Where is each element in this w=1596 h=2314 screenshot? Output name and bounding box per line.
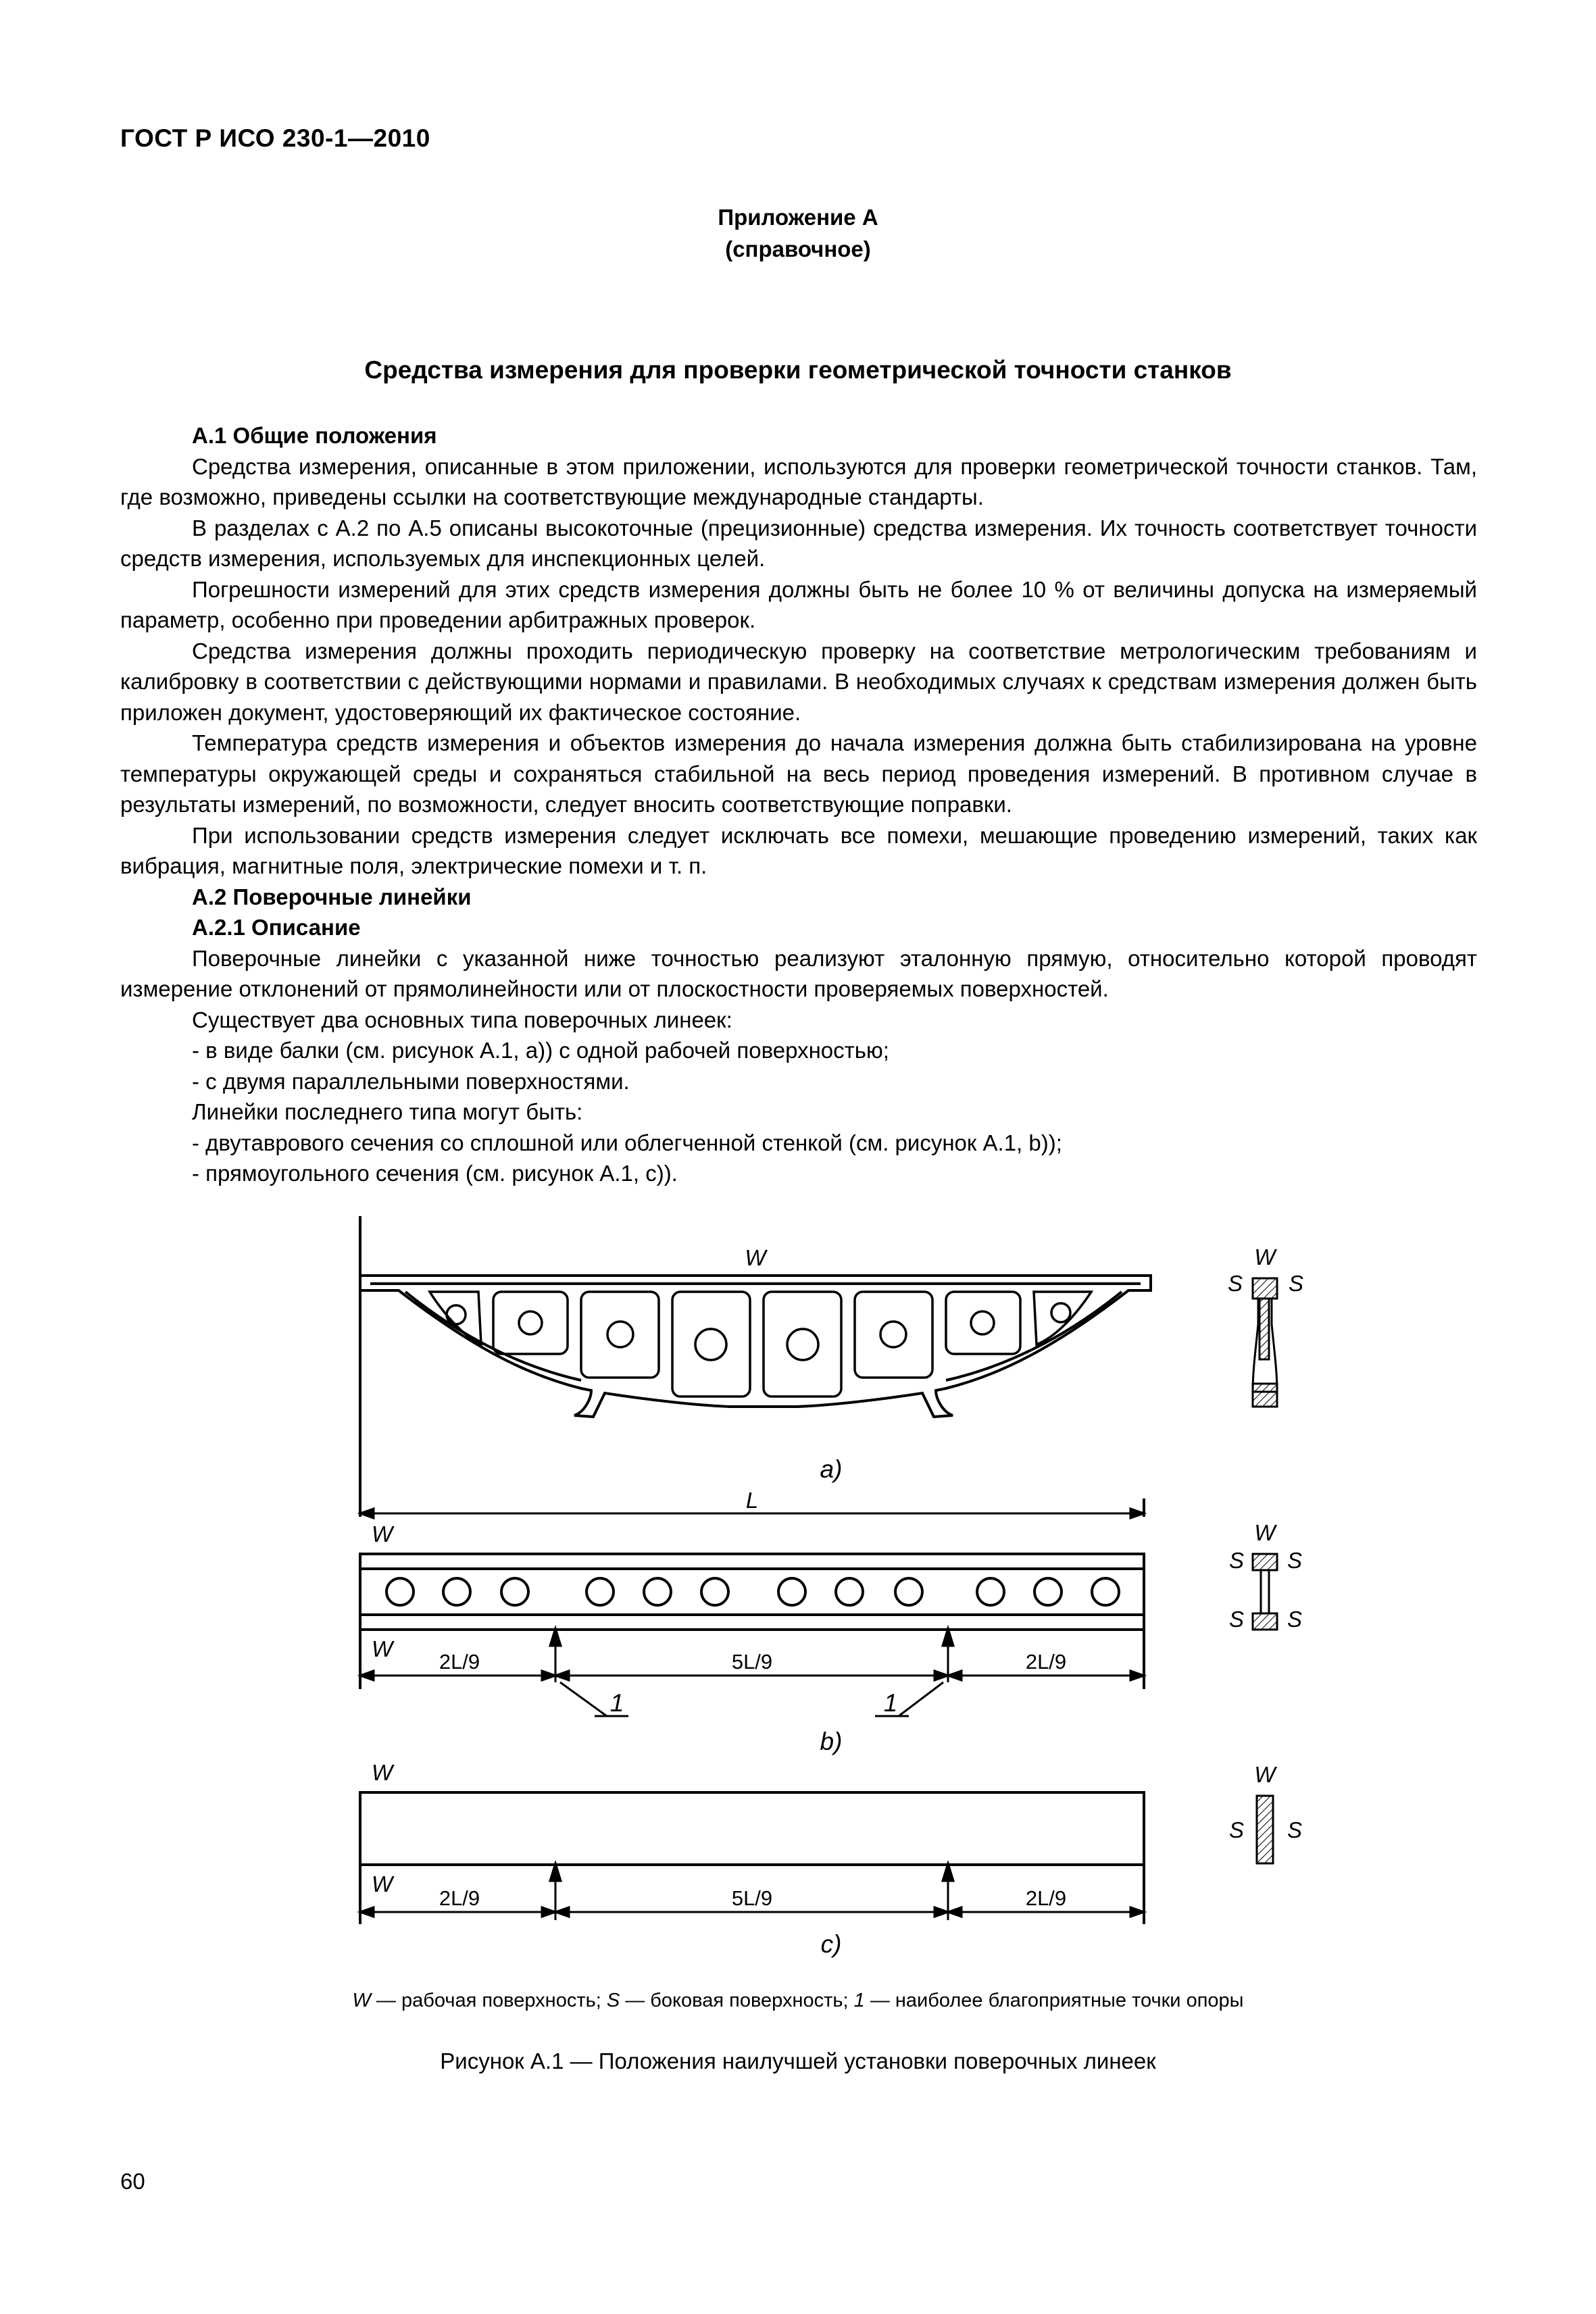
legend-n-text: — наиболее благоприятные точки опоры bbox=[864, 1990, 1244, 2011]
list-item: - прямоугольного сечения (см. рисунок А.1, с)). bbox=[192, 1161, 678, 1186]
body-text bbox=[120, 420, 1477, 1189]
subfigure-c-label: c) bbox=[820, 1930, 842, 1958]
standard-code: ГОСТ Р ИСО 230-1—2010 bbox=[120, 124, 430, 152]
paragraph: Средства измерения, описанные в этом приложении, используются для проверки геометрической точности станков. Там, где возможно, приведены ссылки на соответствующие международные стандарты. bbox=[120, 453, 1477, 509]
section-b bbox=[1253, 1554, 1277, 1630]
list-item: - в виде балки (см. рисунок А.1, а)) с одной рабочей поверхностью; bbox=[192, 1038, 889, 1063]
list-item: - с двумя параллельными поверхностями. bbox=[192, 1068, 630, 1094]
legend-s-text: — боковая поверхность; bbox=[620, 1990, 854, 2011]
paragraph: Поверочные линейки с указанной ниже точностью реализуют эталонную прямую, относительно которой проводят измерение отклонений от прямолинейности или от плоскостности проверяемых поверхностей. bbox=[120, 945, 1477, 1001]
legend-s-symbol: S bbox=[606, 1990, 620, 2011]
paragraph: При использовании средств измерения следует исключать все помехи, мешающие проведению измерений, таких как вибрация, магнитные поля, электрические помехи и т. п. bbox=[120, 822, 1477, 878]
dim-b-right: 2L/9 bbox=[1025, 1650, 1067, 1674]
paragraph: Существует два основных типа поверочных линеек: bbox=[192, 1007, 732, 1032]
label-w-bottom: W bbox=[372, 1636, 393, 1661]
section-c-label-s-right: S bbox=[1287, 1817, 1303, 1842]
section-b-label-s2: S bbox=[1287, 1548, 1303, 1573]
paragraph: Средства измерения должны проходить периодическую проверку на соответствие метрологическим требованиям и калибровку в соответствии с действующими нормами и правилами. В необходимых случаях к средствам измерения должен быть приложен документ, удостоверяющий их фактическое состояние. bbox=[120, 638, 1477, 725]
section-a-label-s-right: S bbox=[1288, 1271, 1304, 1296]
paragraph: Температура средств измерения и объектов измерения до начала измерения должна быть стабилизирована на уровне температуры окружающей среды и сохраняться стабильной на весь период проведения измерений. В противном случае в результаты измерений, по возможности, следует вносить соответствующие поправки. bbox=[120, 730, 1477, 817]
i-section-holes bbox=[386, 1578, 1119, 1605]
support-label-right: 1 bbox=[883, 1689, 898, 1717]
label-w-c-bottom: W bbox=[372, 1871, 393, 1896]
dim-b-left: 2L/9 bbox=[439, 1650, 480, 1674]
list-item: - двутаврового сечения со сплошной или облегченной стенкой (см. рисунок А.1, b)); bbox=[192, 1130, 1062, 1155]
section-c-label-w: W bbox=[1254, 1762, 1276, 1787]
section-c-label-s-left: S bbox=[1228, 1817, 1245, 1842]
paragraph: Погрешности измерений для этих средств измерения должны быть не более 10 % от величины допуска на измеряемый параметр, особенно при проведении арбитражных проверок. bbox=[120, 576, 1477, 632]
subfigure-b-label: b) bbox=[820, 1728, 843, 1755]
support-label-left: 1 bbox=[609, 1689, 624, 1717]
label-w: W bbox=[745, 1245, 766, 1270]
dim-c-middle: 5L/9 bbox=[731, 1886, 773, 1910]
paragraph: В разделах с А.2 по А.5 описаны высокоточные (прецизионные) средства измерения. Их точность соответствует точности средств измерения, используемых для инспекционных целей. bbox=[120, 515, 1477, 571]
beam-cells bbox=[430, 1292, 1091, 1397]
dim-b-middle: 5L/9 bbox=[731, 1650, 773, 1674]
section-b-label-s4: S bbox=[1287, 1607, 1303, 1632]
figure-a1 bbox=[0, 1216, 1596, 2067]
heading-a2-1: А.2.1 Описание bbox=[192, 915, 361, 940]
legend-n-symbol: 1 bbox=[853, 1990, 865, 2011]
section-c bbox=[1257, 1796, 1273, 1863]
figure-caption: Рисунок А.1 — Положения наилучшей установки поверочных линеек bbox=[440, 2048, 1156, 2073]
section-b-label-w: W bbox=[1254, 1520, 1276, 1545]
legend-w-symbol: W bbox=[352, 1990, 371, 2011]
subfigure-a-label: a) bbox=[820, 1455, 843, 1483]
section-a-label-w: W bbox=[1254, 1244, 1276, 1269]
annex-title: Приложение А bbox=[718, 205, 878, 230]
section-b-label-s3: S bbox=[1228, 1607, 1245, 1632]
section-b-label-s1: S bbox=[1228, 1548, 1245, 1573]
label-w-c-top: W bbox=[372, 1760, 393, 1785]
label-l: L bbox=[745, 1488, 759, 1513]
legend-w-text: — рабочая поверхность; bbox=[370, 1990, 607, 2011]
dim-c-left: 2L/9 bbox=[439, 1886, 480, 1910]
section-title: Средства измерения для проверки геометрической точности станков bbox=[364, 356, 1232, 384]
straightedge-i-section bbox=[360, 1216, 1144, 1689]
paragraph: Линейки последнего типа могут быть: bbox=[192, 1099, 583, 1124]
dim-c-right: 2L/9 bbox=[1025, 1886, 1067, 1910]
heading-a2: А.2 Поверочные линейки bbox=[192, 884, 472, 909]
figure-legend bbox=[0, 1990, 1596, 2012]
heading-a1: А.1 Общие положения bbox=[192, 423, 437, 448]
annex-status: (справочное) bbox=[725, 236, 871, 261]
page-number: 60 bbox=[120, 2169, 145, 2194]
label-w-top: W bbox=[372, 1521, 393, 1546]
section-a-label-s-left: S bbox=[1227, 1271, 1243, 1296]
section-a bbox=[1253, 1278, 1277, 1407]
